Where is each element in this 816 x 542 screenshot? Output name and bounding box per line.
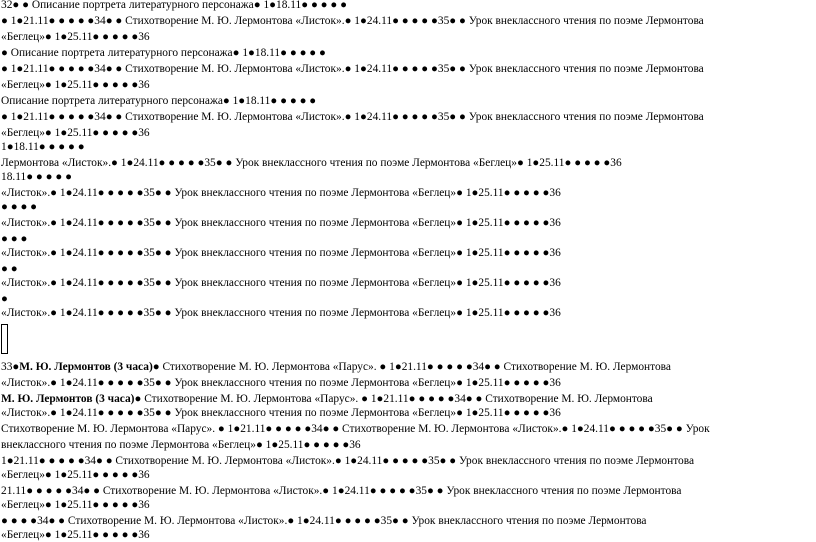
text-line: «Листок».● 1●24.11● ● ● ● ●35● ● Урок внеклассного чтения по поэме Лермонтова «Беглец»● 1●25.11● ● ● ● ●36 [1,407,561,419]
text-line: ● [1,293,8,305]
line-text: ● Стихотворение М. Ю. Лермонтова «Парус». ● 1●21.11● ● ● ● ●34● ● Стихотворение М. Ю. Лермонтова [152,361,671,373]
row-number: 33● [1,361,20,373]
text-line-bold-heading [1,394,653,405]
text-line: Лермонтова «Листок».● 1●24.11● ● ● ● ●35● ● Урок внеклассного чтения по поэме Лермонтова «Беглец»● 1●25.11● ● ● ● ●36 [1,157,622,169]
text-line: 32● ● Описание портрета литературного персонажа● 1●18.11● ● ● ● ● [1,0,348,11]
line-text: ● Стихотворение М. Ю. Лермонтова «Парус». ● 1●21.11● ● ● ● ●34● ● Стихотворение М. Ю. Лермонтова [134,393,653,405]
text-line: ● Описание портрета литературного персонажа● 1●18.11● ● ● ● ● [1,47,326,59]
table-cell-divider [1,324,8,354]
text-line: «Беглец»● 1●25.11● ● ● ● ●36 [1,529,150,541]
text-line: «Листок».● 1●24.11● ● ● ● ●35● ● Урок внеклассного чтения по поэме Лермонтова «Беглец»● 1●25.11● ● ● ● ●36 [1,217,561,229]
text-line: внеклассного чтения по поэме Лермонтова «Беглец»● 1●25.11● ● ● ● ●36 [1,439,361,451]
text-line: ● ● ● ●34● ● Стихотворение М. Ю. Лермонтова «Листок».● 1●24.11● ● ● ● ●35● ● Урок внеклассного чтения по поэме Лермонтова [1,515,647,527]
text-line: «Беглец»● 1●25.11● ● ● ● ●36 [1,31,150,43]
section-heading: М. Ю. Лермонтов (3 часа) [1,393,135,405]
text-line: «Беглец»● 1●25.11● ● ● ● ●36 [1,127,150,139]
text-line: 1●18.11● ● ● ● ● [1,141,85,153]
text-line: «Листок».● 1●24.11● ● ● ● ●35● ● Урок внеклассного чтения по поэме Лермонтова «Беглец»● 1●25.11● ● ● ● ●36 [1,187,561,199]
text-line-bold-heading [1,362,671,373]
text-line: «Листок».● 1●24.11● ● ● ● ●35● ● Урок внеклассного чтения по поэме Лермонтова «Беглец»● 1●25.11● ● ● ● ●36 [1,247,561,259]
text-line: «Беглец»● 1●25.11● ● ● ● ●36 [1,469,150,481]
text-line: ● ● ● ● [1,201,38,213]
text-line: 18.11● ● ● ● ● [1,171,72,183]
text-line: 1●21.11● ● ● ● ●34● ● Стихотворение М. Ю. Лермонтова «Листок».● 1●24.11● ● ● ● ●35● ● Урок внеклассного чтения по поэме Лермонтова [1,455,695,467]
text-line: ● ● [1,263,18,275]
text-line: «Листок».● 1●24.11● ● ● ● ●35● ● Урок внеклассного чтения по поэме Лермонтова «Беглец»● 1●25.11● ● ● ● ●36 [1,377,561,389]
text-line: «Беглец»● 1●25.11● ● ● ● ●36 [1,79,150,91]
text-line: Стихотворение М. Ю. Лермонтова «Парус». ● 1●21.11● ● ● ● ●34● ● Стихотворение М. Ю. Лермонтова «Листок».● 1●24.11● ● ● ● ●35● ● Урок [1,423,710,435]
text-line: ● ● ● [1,233,28,245]
text-line: Описание портрета литературного персонажа● 1●18.11● ● ● ● ● [1,95,317,107]
section-heading: М. Ю. Лермонтов (3 часа) [19,361,153,373]
text-line: ● 1●21.11● ● ● ● ●34● ● Стихотворение М. Ю. Лермонтова «Листок».● 1●24.11● ● ● ● ●35● ● Урок внеклассного чтения по поэме Лермонтова [1,63,704,75]
text-line: 21.11● ● ● ● ●34● ● Стихотворение М. Ю. Лермонтова «Листок».● 1●24.11● ● ● ● ●35● ● Урок внеклассного чтения по поэме Лермонтова [1,485,682,497]
text-line: «Беглец»● 1●25.11● ● ● ● ●36 [1,499,150,511]
text-line: ● 1●21.11● ● ● ● ●34● ● Стихотворение М. Ю. Лермонтова «Листок».● 1●24.11● ● ● ● ●35● ● Урок внеклассного чтения по поэме Лермонтова [1,15,704,27]
text-line: ● 1●21.11● ● ● ● ●34● ● Стихотворение М. Ю. Лермонтова «Листок».● 1●24.11● ● ● ● ●35● ● Урок внеклассного чтения по поэме Лермонтова [1,111,704,123]
text-line: «Листок».● 1●24.11● ● ● ● ●35● ● Урок внеклассного чтения по поэме Лермонтова «Беглец»● 1●25.11● ● ● ● ●36 [1,307,561,319]
text-line: «Листок».● 1●24.11● ● ● ● ●35● ● Урок внеклассного чтения по поэме Лермонтова «Беглец»● 1●25.11● ● ● ● ●36 [1,277,561,289]
